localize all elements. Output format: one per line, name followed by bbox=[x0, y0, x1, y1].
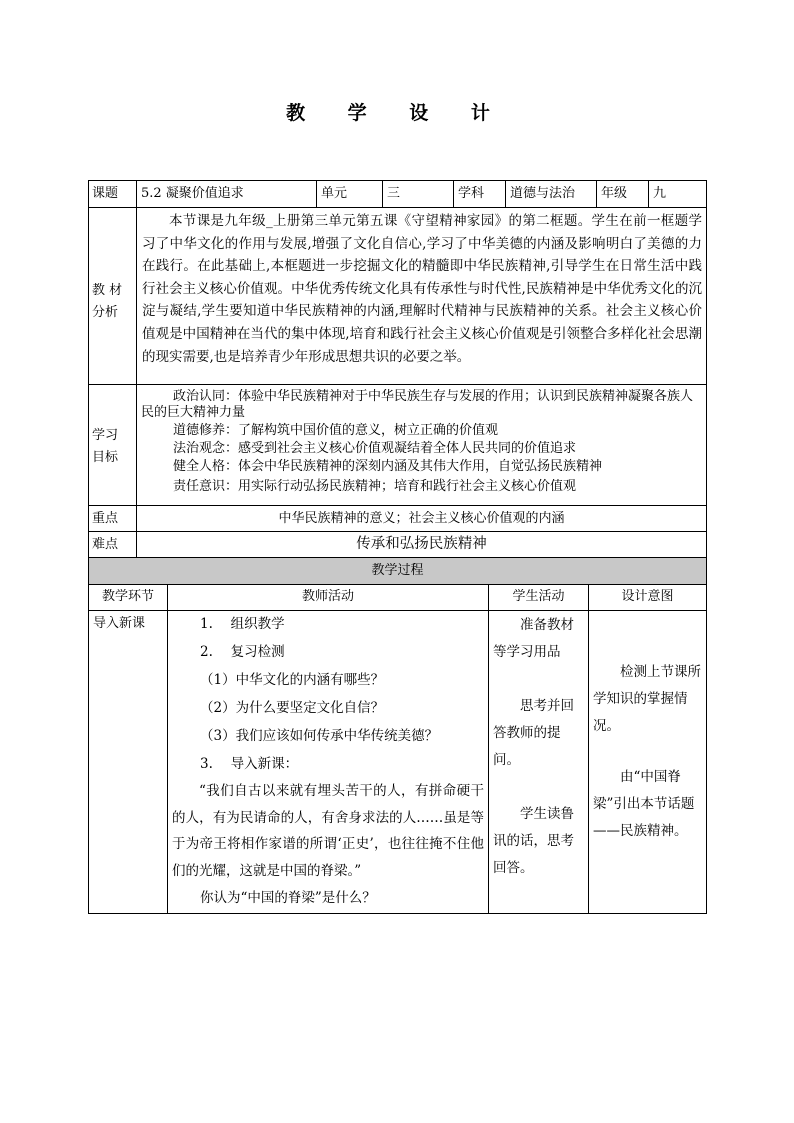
table-border-top bbox=[88, 180, 707, 181]
teacher-activities bbox=[172, 610, 484, 912]
row-divider bbox=[88, 531, 707, 532]
goal-item: 责任意识：用实际行动弘扬民族精神；培育和践行社会主义核心价值观 bbox=[173, 479, 577, 494]
teacher-step-1: 1. 组织教学 bbox=[200, 616, 285, 632]
table-border-bottom bbox=[88, 913, 707, 914]
col-divider bbox=[316, 180, 317, 208]
document-title: 教 学 设 计 bbox=[286, 102, 508, 124]
student-activities bbox=[493, 612, 586, 882]
analysis-text: 本节课是九年级_上册第三单元第五课《守望精神家园》的第二框题。学生在前一框题学习了中华文化的作用与发展,增强了文化自信心,学习了中华美德的内涵及影响明白了美德的力在践行。在此基础上,本框题进一步挖掘文化的精髓即中华民族精神,引导学生在日常生活中践行社会主义核心价值观。中华优秀传统文化具有传承性与时代性,民族精神是中华优秀文化的沉淀与凝结,学生要知道中华民族精神的内涵,理解时代精神与民族精神的关系。社会主义核心价值观是中国精神在当代的集中体现,培育和践行社会主义核心价值观是引领整合多样化社会思潮的现实需要,也是培养青少年形成思想共识的必要之举。 bbox=[142, 213, 702, 365]
teacher-step-3: 3. 导入新课： bbox=[200, 756, 299, 772]
review-question-3: （3）我们应该如何传承中华传统美德？ bbox=[200, 728, 439, 744]
column-header-stage: 教学环节 bbox=[101, 589, 154, 604]
difficulty-text: 传承和弘扬民族精神 bbox=[356, 536, 487, 552]
subject-label: 学科 bbox=[458, 186, 485, 201]
process-title: 教学过程 bbox=[371, 563, 424, 578]
column-header-student: 学生活动 bbox=[512, 589, 565, 604]
table-border-right bbox=[706, 180, 707, 914]
col-divider bbox=[382, 180, 383, 208]
unit-value: 三 bbox=[387, 186, 401, 201]
goal-item: 道德修养：了解构筑中国价值的意义，树立正确的价值观 bbox=[173, 423, 499, 438]
table-border-left bbox=[88, 180, 89, 914]
goal-item: 政治认同：体验中华民族精神对于中华民族生存与发展的作用；认识到民族精神凝聚各族人民的巨大精神力量 bbox=[141, 389, 694, 420]
goals-label bbox=[92, 425, 136, 469]
col-divider bbox=[648, 180, 649, 208]
analysis-label-line2: 分析 bbox=[92, 305, 119, 320]
difficulty-label: 难点 bbox=[92, 537, 119, 552]
goal-item: 健全人格：体会中华民族精神的深刻内涵及其伟大作用，自觉弘扬民族精神 bbox=[173, 459, 603, 474]
row-divider bbox=[88, 207, 707, 208]
col-divider bbox=[596, 180, 597, 208]
intent-1: 检测上节课所学知识的掌握情况。 bbox=[593, 664, 701, 734]
grade-value: 九 bbox=[653, 186, 667, 201]
column-header-teacher: 教师活动 bbox=[301, 589, 354, 604]
analysis-label-line1: 教 材 bbox=[92, 283, 123, 298]
col-divider bbox=[505, 180, 506, 208]
lead-in-question: 你认为“中国的脊梁”是什么？ bbox=[200, 890, 376, 906]
analysis-label bbox=[92, 280, 136, 324]
goals-list bbox=[141, 389, 703, 495]
key-point-label: 重点 bbox=[92, 511, 119, 526]
student-activity-3: 学生读鲁讯的话，思考回答。 bbox=[493, 806, 574, 876]
row-divider bbox=[88, 505, 707, 506]
lesson-label: 课题 bbox=[92, 186, 119, 201]
review-question-2: （2）为什么要坚定文化自信？ bbox=[200, 700, 385, 716]
col-divider bbox=[167, 584, 168, 914]
student-activity-2: 思考并回答教师的提问。 bbox=[493, 698, 574, 768]
stage-label: 导入新课 bbox=[93, 616, 146, 631]
lesson-value: 5.2 凝聚价值追求 bbox=[141, 186, 244, 201]
unit-label: 单元 bbox=[321, 186, 348, 201]
goals-label-line1: 学习 bbox=[92, 428, 119, 443]
goals-label-line2: 目标 bbox=[92, 450, 119, 465]
row-divider bbox=[88, 384, 707, 385]
col-divider bbox=[488, 584, 489, 914]
col-divider bbox=[588, 584, 589, 914]
col-divider bbox=[136, 180, 137, 558]
lu-xun-quote: “我们自古以来就有埋头苦干的人，有拼命硬干的人，有为民请命的人，有舍身求法的人……虽是等于为帝王将相作家谱的所谓‘正史’，也往往掩不住他们的光耀，这就是中国的脊梁。” bbox=[172, 783, 484, 879]
key-point-text: 中华民族精神的意义；社会主义核心价值观的内涵 bbox=[278, 511, 565, 526]
intent-2: 由“中国脊梁”引出本节话题——民族精神。 bbox=[593, 769, 695, 839]
goal-item: 法治观念：感受到社会主义核心价值观凝结着全体人民共同的价值追求 bbox=[173, 441, 577, 456]
teacher-step-2: 2. 复习检测 bbox=[200, 644, 285, 660]
grade-label: 年级 bbox=[601, 186, 628, 201]
col-divider bbox=[453, 180, 454, 208]
student-activity-1: 准备教材等学习用品 bbox=[493, 617, 574, 660]
design-intent bbox=[593, 659, 703, 845]
column-header-intent: 设计意图 bbox=[621, 589, 674, 604]
row-divider bbox=[88, 584, 707, 585]
review-question-1: （1）中华文化的内涵有哪些？ bbox=[200, 672, 385, 688]
subject-value: 道德与法治 bbox=[510, 186, 576, 201]
